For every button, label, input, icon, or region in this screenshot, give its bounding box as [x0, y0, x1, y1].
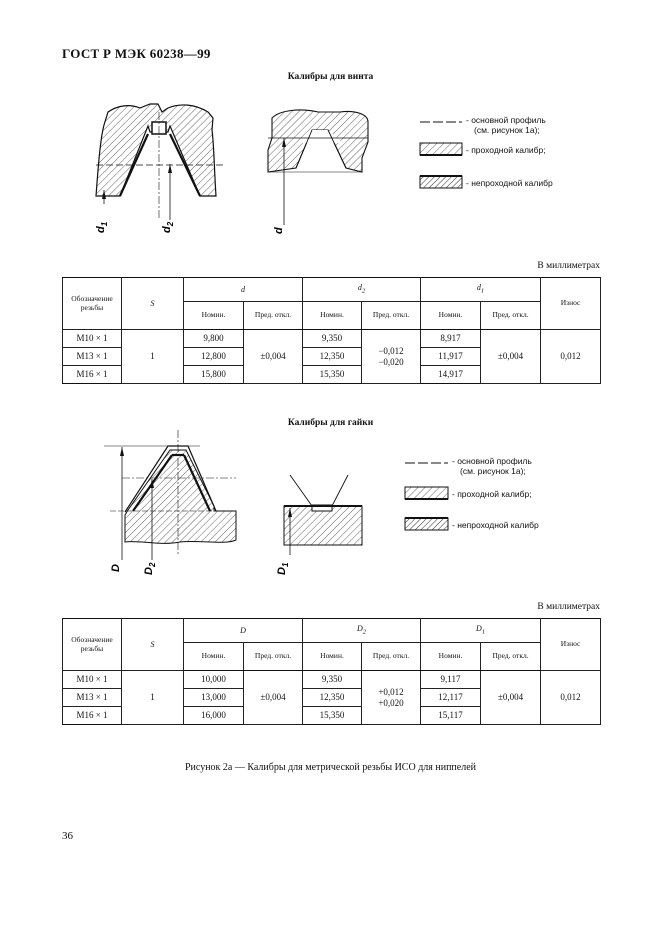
col-d2: $d_2$ — [303, 278, 421, 302]
col-wear: Износ — [541, 278, 601, 330]
dim-D-label: D — [110, 564, 122, 572]
dim-d2-label: $d_2$ — [161, 221, 175, 233]
col-s: S — [122, 619, 184, 671]
dim-d-label: d — [273, 227, 285, 234]
page-number: 36 — [62, 830, 73, 842]
col-s: S — [122, 278, 184, 330]
col-d: d — [184, 278, 303, 302]
dim-d1-label: $d_1$ — [95, 221, 109, 233]
col-designation: Обозначение резьбы — [63, 619, 122, 671]
nut-gauge-crest-drawing — [276, 475, 362, 575]
nut-legend-nogo-gauge: - непроходной калибр — [452, 520, 539, 530]
col-D2: $D_2$ — [303, 619, 421, 643]
table-row: M13 × 1 12,800 12,350 11,917 — [63, 348, 601, 366]
dim-D1-label: $D_1$ — [276, 562, 290, 575]
dim-D2-label: $D_2$ — [143, 562, 157, 575]
document-header: ГОСТ Р МЭК 60238—99 — [62, 46, 211, 61]
screw-legend-symbols — [420, 122, 462, 188]
nut-legend-basic-profile: - основной профиль (см. рисунок 1а); — [452, 456, 532, 476]
col-D1: $D_1$ — [421, 619, 541, 643]
nut-legend-go-gauge: - проходной калибр; — [452, 489, 532, 499]
screw-legend-nogo-gauge: - непроходной калибр — [466, 178, 553, 188]
screw-section-title: Калибры для винта — [287, 72, 374, 82]
table-row: M16 × 1 15,800 15,350 14,917 — [63, 366, 601, 384]
figure-caption: Рисунок 2а — Калибры для метрической резьбы ИСО для ниппелей — [184, 762, 477, 773]
col-designation: Обозначение резьбы — [63, 278, 122, 330]
screw-units-note: В миллиметрах — [537, 261, 600, 271]
nut-legend-symbols — [405, 463, 448, 530]
table-row: M13 × 1 13,000 12,350 12,117 — [63, 689, 601, 707]
screw-gauge-profile-drawing — [95, 104, 226, 233]
nut-gauge-profile-drawing — [104, 430, 236, 575]
screw-legend-go-gauge: - проходной калибр; — [466, 145, 546, 155]
nut-section-title: Калибры для гайки — [287, 418, 374, 428]
table-row: M10 × 1 1 9,800 ±0,004 9,350 −0,012 −0,020 8,917 ±0,004 0,012 — [63, 330, 601, 348]
screw-legend-basic-profile: - основной профиль (см. рисунок 1а); — [466, 115, 546, 135]
nut-units-note: В миллиметрах — [537, 602, 600, 612]
col-d1: $d_1$ — [421, 278, 541, 302]
col-D: D — [184, 619, 303, 643]
screw-gauge-table: Обозначение резьбы S d $d_2$ $d_1$ Износ Номин. Пред. откл. Номин. Пред. откл. Номин. Пред. откл. M10 × 1 1 9,800 ±0,004 9,350 −0,012 −0,020 8,917 ±0,004 0,012 M13 × 1 12,800 12,350 11,917 M16 × 1 15,800 15,350 14,917 — [62, 277, 601, 384]
screw-gauge-crest-drawing — [268, 110, 368, 234]
col-wear: Износ — [541, 619, 601, 671]
nut-gauge-table: Обозначение резьбы S D $D_2$ $D_1$ Износ Номин. Пред. откл. Номин. Пред. откл. Номин. Пред. откл. M10 × 1 1 10,000 ±0,004 9,350 +0,012 +0,020 9,117 ±0,004 0,012 M13 × 1 13,000 12,350 12,117 M16 × 1 16,000 15,350 15,117 — [62, 618, 601, 725]
table-row: M10 × 1 1 10,000 ±0,004 9,350 +0,012 +0,020 9,117 ±0,004 0,012 — [63, 671, 601, 689]
table-row: M16 × 1 16,000 15,350 15,117 — [63, 707, 601, 725]
